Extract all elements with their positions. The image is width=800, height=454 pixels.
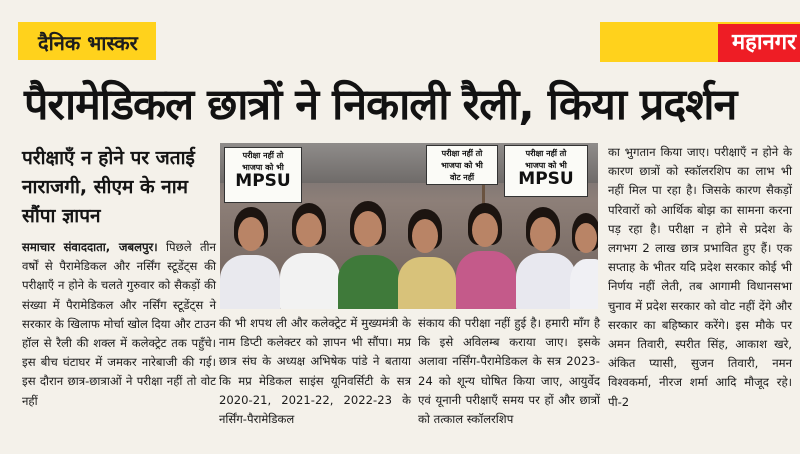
article-column-1 <box>22 238 216 411</box>
article-subheadline: परीक्षाएँ न होने पर जताई नाराजगी, सीएम के नाम सौंपा ज्ञापन <box>22 147 195 227</box>
article-column-1-text: पिछले तीन वर्षों से पैरामेडिकल और नर्सिंग स्टूडेंट्स की परीक्षाएँ न होने के चलते गुरुवार को सैकड़ों की संख्या में पैरामेडिकल और नर्सिंग स्टूडेंट्स ने सरकार के खिलाफ मोर्चा खोल दिया और टाउन हॉल से रैली की शक्ल में कलेक्ट्रेट तक पहुँचे। इस बीच घंटाघर में जमकर नारेबाजी की गई। इस दौरान छात्र-छात्राओं ने परीक्षा नहीं तो वोट नहीं <box>22 240 216 408</box>
placard-text: परीक्षा नहीं तो <box>242 151 284 160</box>
newspaper-logo <box>18 22 156 60</box>
protester <box>220 255 280 309</box>
protester <box>412 219 438 253</box>
protester <box>575 223 597 253</box>
placard-brand: MPSU <box>235 171 291 191</box>
protester <box>398 257 456 309</box>
newspaper-name: दैनिक भास्कर <box>38 31 138 55</box>
article-column-3: संकाय की परीक्षा नहीं हुई है। हमारी माँग है कि इसे अविलम्ब कराया जाए। इसके अलावा नर्सिंग-पैरामेडिकल के सत्र 2023-24 को शून्य घोषित किया जाए, आयुर्वेद एवं यूनानी परीक्षाएँ समय पर हों और छात्रों को तत्काल स्कॉलरशिप <box>418 316 600 427</box>
protester <box>338 255 400 309</box>
protester <box>472 213 498 247</box>
protester <box>354 211 382 247</box>
protester <box>456 251 516 309</box>
article-column-4: का भुगतान किया जाए। परीक्षाएँ न होने के कारण छात्रों को स्कॉलरशिप का लाभ भी नहीं मिल पा रहा है। जिसके कारण सैकड़ों परिवारों को आर्थिक बोझ का सामना करना पड़ रहा है। परीक्षा न होने से प्रदेश के लगभग 2 लाख छात्र प्रभावित हुए हैं। एक सप्ताह के भीतर यदि प्रदेश सरकार कोई भी निर्णय नहीं लेती, तब आगामी विधानसभा चुनाव में प्रदेश सरकार को वोट नहीं देंगे और सरकार का बहिष्कार करेंगे। इस मौके पर अमन तिवारी, स्परीत सिंह, आकाश खरे, अंकित प्यासी, सुजन तिवारी, नमन विश्वकर्मा, नीरज शर्मा आदि मौजूद रहे।पी-2 <box>608 145 792 409</box>
protester <box>516 253 576 309</box>
article-dateline: समाचार संवाददाता, जबलपुर। <box>22 240 158 254</box>
protest-placard <box>504 145 588 197</box>
placard-text: वोट नहीं <box>449 173 475 182</box>
protester <box>530 217 556 251</box>
placard-text: परीक्षा नहीं तो <box>441 149 483 158</box>
protester <box>296 213 322 247</box>
placard-text: भाजपा को भी <box>242 163 284 172</box>
placard-brand: MPSU <box>518 169 574 189</box>
placard-text: परीक्षा नहीं तो <box>525 149 567 158</box>
protest-placard <box>426 145 498 185</box>
edition-label: महानगर <box>718 24 800 62</box>
placard-text: भाजपा को भी <box>525 161 567 170</box>
protester <box>280 253 340 309</box>
article-column-2: की भी शपथ ली और कलेक्ट्रेट में मुख्यमंत्री के नाम डिप्टी कलेक्टर को ज्ञापन भी सौंपा। मप्र छात्र संघ के अध्यक्ष अभिषेक पांडे ने बताया कि मप्र मेडिकल साइंस यूनिवर्सिटी के सत्र 2020-21, 2021-22, 2022-23 के नर्सिंग-पैरामेडिकल <box>219 316 411 427</box>
article-headline: पैरामेडिकल छात्रों ने निकाली रैली, किया प्रदर्शन <box>24 80 737 130</box>
rally-photo <box>220 143 598 309</box>
protest-placard <box>224 147 302 203</box>
protester <box>238 217 264 251</box>
placard-text: भाजपा को भी <box>441 161 483 170</box>
protester <box>570 259 598 309</box>
